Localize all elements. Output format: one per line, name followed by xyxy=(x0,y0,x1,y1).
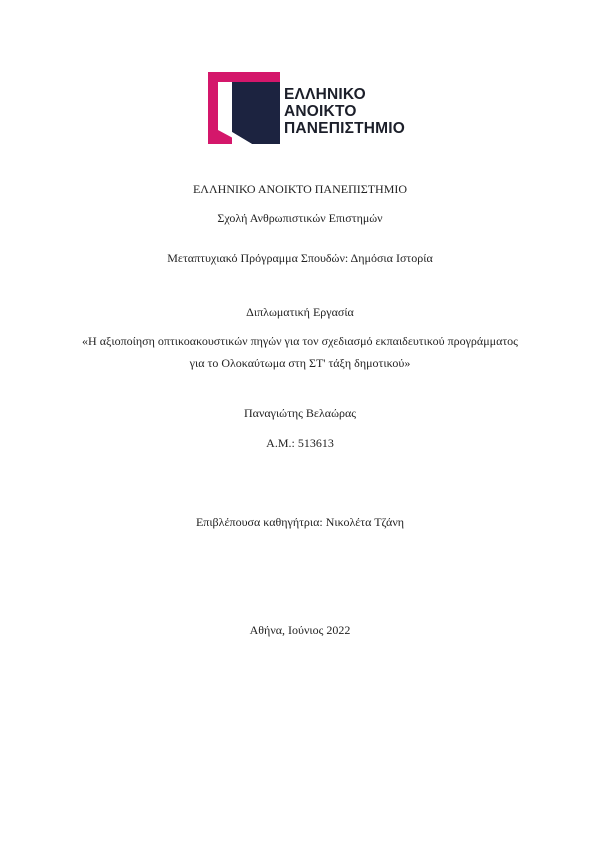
university-logo xyxy=(208,72,406,144)
logo-wordmark xyxy=(284,86,405,137)
university-logo-icon xyxy=(208,72,280,144)
document-type: Διπλωματική Εργασία xyxy=(246,305,354,319)
logo-line-1: ΕΛΛΗΝΙΚΟ xyxy=(284,86,366,103)
school-name: Σχολή Ανθρωπιστικών Επιστημών xyxy=(217,211,383,225)
student-id: Α.Μ.: 513613 xyxy=(266,436,334,450)
thesis-title-line-1: «Η αξιοποίηση οπτικοακουστικών πηγών για τον σχεδιασμό εκπαιδευτικού προγράμματος xyxy=(82,334,518,348)
program-name: Μεταπτυχιακό Πρόγραμμα Σπουδών: Δημόσια Ιστορία xyxy=(167,251,433,265)
thesis-title-line-2: για το Ολοκαύτωμα στη ΣΤ' τάξη δημοτικού» xyxy=(189,356,411,370)
logo-line-3: ΠΑΝΕΠΙΣΤΗΜΙΟ xyxy=(284,120,406,137)
logo-line-2: ΑΝΟΙΚΤΟ xyxy=(284,103,357,120)
author-name: Παναγιώτης Βελαώρας xyxy=(243,406,357,420)
university-name: ΕΛΛΗΝΙΚΟ ΑΝΟΙΚΤΟ ΠΑΝΕΠΙΣΤΗΜΙΟ xyxy=(192,182,408,196)
supervisor: Επιβλέπουσα καθηγήτρια: Νικολέτα Τζάνη xyxy=(195,515,405,529)
place-date: Αθήνα, Ιούνιος 2022 xyxy=(249,623,351,637)
